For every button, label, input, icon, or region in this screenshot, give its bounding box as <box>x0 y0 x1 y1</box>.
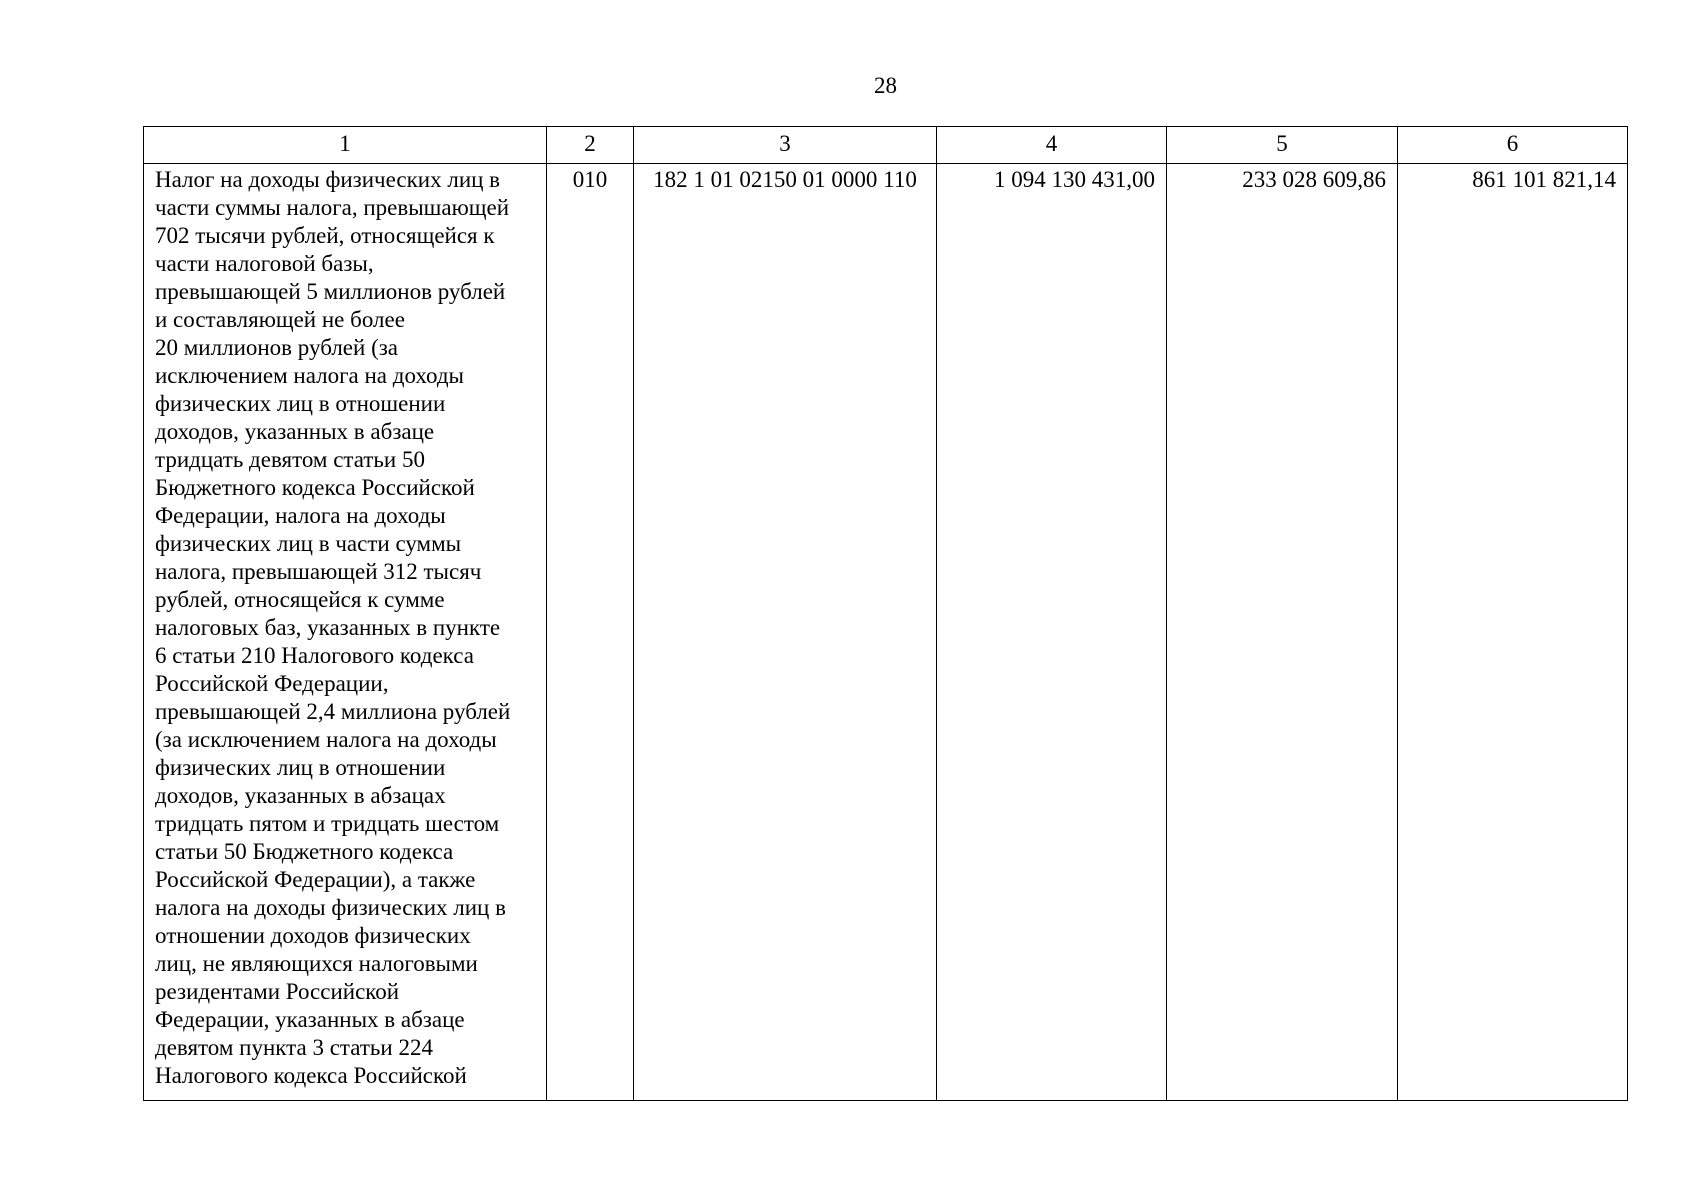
table-header-row <box>144 127 1628 164</box>
income-name-cell: Налог на доходы физических лиц в части суммы налога, превышающей 702 тысячи рублей, относящейся к части налоговой базы, превышающей 5 миллионов рублей и составляющей не более 20 миллионов рублей (за исключением налога на доходы физических лиц в отношении доходов, указанных в абзаце тридцать девятом статьи 50 Бюджетного кодекса Российской Федерации, налога на доходы физических лиц в части суммы налога, превышающей 312 тысяч рублей, относящейся к сумме налоговых баз, указанных в пункте 6 статьи 210 Налогового кодекса Российской Федерации, превышающей 2,4 миллиона рублей (за исключением налога на доходы физических лиц в отношении доходов, указанных в абзацах тридцать пятом и тридцать шестом статьи 50 Бюджетного кодекса Российской Федерации), а также налога на доходы физических лиц в отношении доходов физических лиц, не являющихся налоговыми резидентами Российской Федерации, указанных в абзаце девятом пункта 3 статьи 224 Налогового кодекса Российской <box>144 164 547 1101</box>
page-number: 28 <box>874 73 897 98</box>
column-header-4: 4 <box>937 127 1167 164</box>
table-row <box>144 164 1628 1101</box>
budget-classification-code-cell: 182 1 01 02150 01 0000 110 <box>634 164 937 1101</box>
column-header-5: 5 <box>1167 127 1398 164</box>
column-header-3: 3 <box>634 127 937 164</box>
column-5-amount-cell: 233 028 609,86 <box>1167 164 1398 1101</box>
report-table <box>143 126 1628 1101</box>
column-header-6: 6 <box>1398 127 1628 164</box>
column-header-2: 2 <box>547 127 634 164</box>
column-header-1: 1 <box>144 127 547 164</box>
column-4-amount-cell: 1 094 130 431,00 <box>937 164 1167 1101</box>
line-code-cell: 010 <box>547 164 634 1101</box>
column-6-amount-cell: 861 101 821,14 <box>1398 164 1628 1101</box>
